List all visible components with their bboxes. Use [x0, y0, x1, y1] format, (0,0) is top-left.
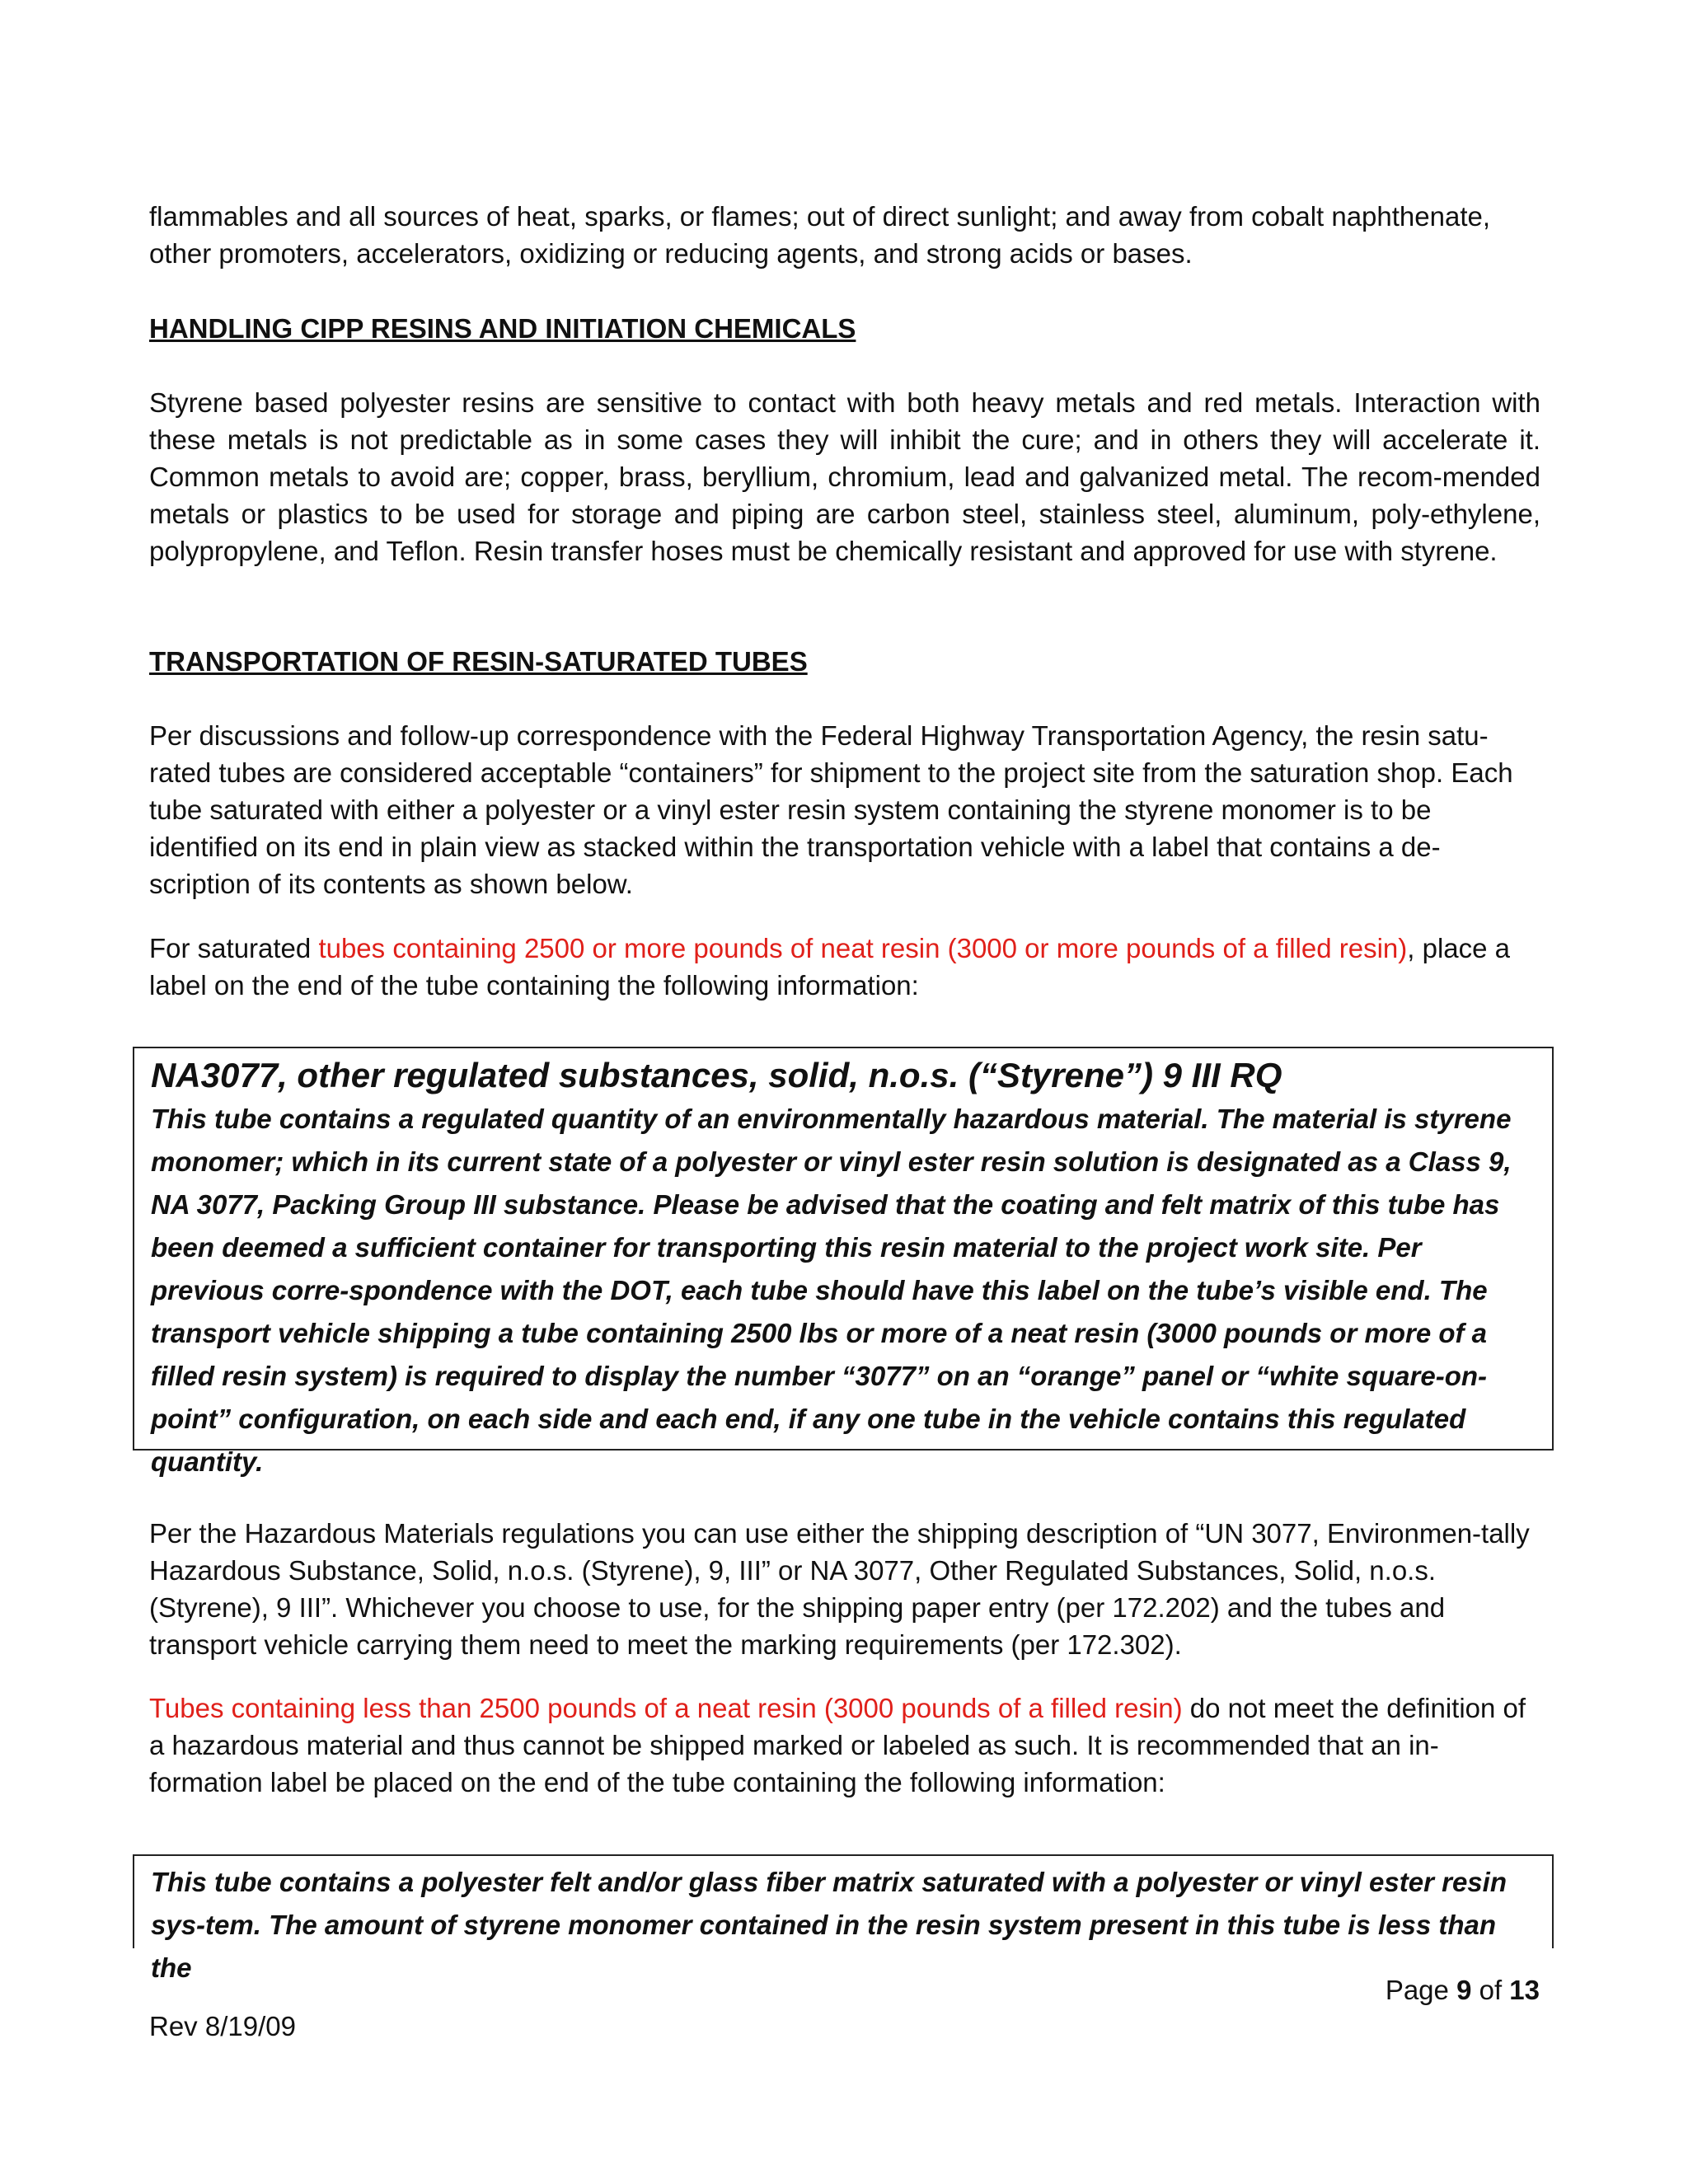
section-heading-handling: HANDLING CIPP RESINS AND INITIATION CHEMICALS [149, 313, 856, 344]
handling-paragraph: Styrene based polyester resins are sensitive to contact with both heavy metals and red metals. Interaction with these metals is not predictable as in some cases they will inhibit the cure; and in others they will accelerate it. Common metals to avoid are; copper, brass, beryllium, chromium, lead and galvanized metal. The recom-mended metals or plastics to be used for storage and piping are carbon steel, stainless steel, aluminum, poly-ethylene, polypropylene, and Teflon. Resin transfer hoses must be chemically resistant and approved for use with styrene. [149, 387, 1540, 566]
page-number [1386, 1971, 1540, 2008]
info-label-box [133, 1854, 1554, 1983]
small-quantity-text-end: do not meet the definition of a hazardous material and thus cannot be shipped marked or labeled as such. It is recommended that an in-formation label be placed on the end of the tube containing the following information: [149, 1693, 1526, 1797]
page-prefix: Page [1385, 1975, 1457, 2005]
large-quantity-text-end: , place a label on the end of the tube containing the following information: [149, 933, 1510, 1001]
page-total: 13 [1509, 1975, 1540, 2005]
hazard-label-text: This tube contains a regulated quantity of an environmentally hazardous material. The material is styrene monomer; which in its current state of a polyester or vinyl ester resin solution is designated as a Class 9, NA 3077, Packing Group III substance. Please be advised that the coating and felt matrix of this tube has been deemed a sufficient container for transporting this resin material to the project work site. Per previous corre-spondence with the DOT, each tube should have this label on the tube’s visible end. The transport vehicle shipping a tube containing 2500 lbs or more of a neat resin (3000 pounds or more of a filled resin system) is required to display the number “3077” on an “orange” panel or “white square-on-point” configuration, on each side and each end, if any one tube in the vehicle contains this regulated quantity. [151, 1104, 1512, 1477]
info-label-text: This tube contains a polyester felt and/or glass fiber matrix saturated with a polyester or vinyl ester resin sys-tem. The amount of styrene monomer contained in the resin system present in this tube is less than the [151, 1867, 1507, 1983]
hazard-label-title: NA3077, other regulated substances, solid, n.o.s. (“Styrene”) 9 III RQ [151, 1056, 1282, 1094]
transportation-paragraph: Per discussions and follow-up correspondence with the Federal Highway Transportation Agency, the resin satu-rated tubes are considered acceptable “containers” for shipment to the project site from the saturation shop. Each tube saturated with either a polyester or a vinyl ester resin system containing the styrene monomer is to be identified on its end in plain view as stacked within the transportation vehicle with a label that contains a de-scription of its contents as shown below. [149, 720, 1513, 899]
small-quantity-highlight: Tubes containing less than 2500 pounds of a neat resin (3000 pounds of a filled resin) [149, 1693, 1183, 1723]
page-of: of [1471, 1975, 1510, 2005]
hazard-label-box [133, 1047, 1554, 1477]
intro-paragraph: flammables and all sources of heat, sparks, or flames; out of direct sunlight; and away from cobalt naphthenate, other promoters, accelerators, oxidizing or reducing agents, and strong acids or bases. [149, 201, 1491, 269]
large-quantity-highlight: tubes containing 2500 or more pounds of neat resin (3000 or more pounds of a filled resin) [318, 933, 1408, 963]
shipping-description-paragraph: Per the Hazardous Materials regulations you can use either the shipping description of “UN 3077, Environmen-tally Hazardous Substance, Solid, n.o.s. (Styrene), 9, III” or NA 3077, Other Regulated Substances, Solid, n.o.s. (Styrene), 9 III”. Whichever you choose to use, for the shipping paper entry (per 172.202) and the tubes and transport vehicle carrying them need to meet the marking requirements (per 172.302). [149, 1518, 1530, 1660]
section-heading-transportation: TRANSPORTATION OF RESIN-SATURATED TUBES [149, 646, 808, 677]
small-quantity-paragraph [149, 1690, 1540, 1801]
page-current: 9 [1456, 1975, 1472, 2005]
large-quantity-text-start: For saturated [149, 933, 319, 963]
large-quantity-paragraph [149, 930, 1540, 1004]
revision-date: Rev 8/19/09 [149, 2011, 296, 2041]
